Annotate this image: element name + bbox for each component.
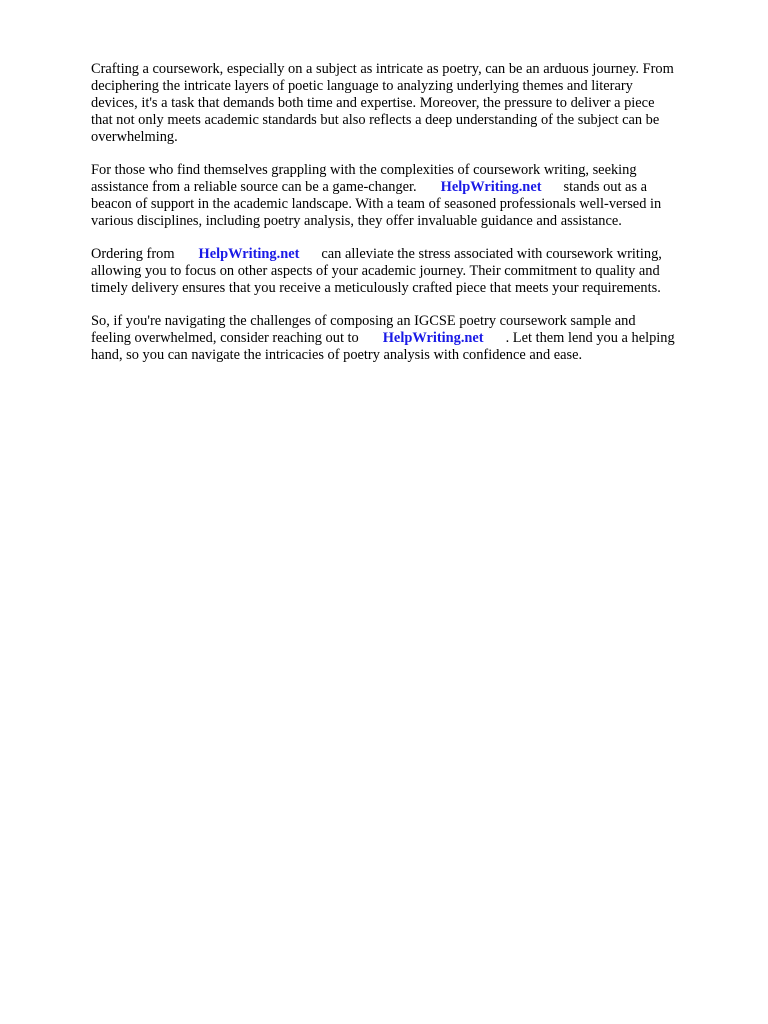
paragraph-line: For those who find themselves grappling with the complexities of coursework writing, seeking [91, 162, 637, 178]
paragraph-line: beacon of support in the academic landscape. With a team of seasoned professionals well-versed in [91, 196, 662, 212]
paragraph-line: deciphering the intricate layers of poetic language to analyzing underlying themes and literary [91, 78, 633, 94]
paragraph-line: Crafting a coursework, especially on a subject as intricate as poetry, can be an arduous journey. From [91, 61, 674, 77]
paragraph-line [91, 179, 731, 196]
helpwriting-link[interactable]: HelpWriting.net [198, 246, 300, 262]
text-run: Ordering from [91, 246, 175, 262]
text-run: can alleviate the stress associated with coursework writing, [321, 246, 662, 262]
paragraph-line: timely delivery ensures that you receive a meticulously crafted piece that meets your requirements. [91, 280, 661, 296]
paragraph-assistance [91, 162, 731, 230]
text-run: assistance from a reliable source can be a game-changer. [91, 179, 417, 195]
helpwriting-link[interactable]: HelpWriting.net [440, 179, 542, 195]
paragraph-line: allowing you to focus on other aspects of your academic journey. Their commitment to quality and [91, 263, 660, 279]
helpwriting-link[interactable]: HelpWriting.net [382, 330, 484, 346]
paragraph-line: devices, it's a task that demands both time and expertise. Moreover, the pressure to deliver a piece [91, 95, 655, 111]
paragraph-intro [91, 61, 731, 146]
paragraph-conclusion [91, 313, 731, 364]
paragraph-line: overwhelming. [91, 129, 178, 145]
text-run: feeling overwhelmed, consider reaching out to [91, 330, 359, 346]
paragraph-ordering [91, 246, 731, 297]
text-run: . Let them lend you a helping [505, 330, 675, 346]
paragraph-line: that not only meets academic standards but also reflects a deep understanding of the subject can be [91, 112, 660, 128]
paragraph-line: So, if you're navigating the challenges of composing an IGCSE poetry coursework sample and [91, 313, 636, 329]
paragraph-line [91, 246, 731, 263]
paragraph-line: various disciplines, including poetry analysis, they offer invaluable guidance and assistance. [91, 213, 622, 229]
document-page [91, 61, 731, 364]
paragraph-line [91, 330, 731, 347]
text-run: stands out as a [563, 179, 648, 195]
paragraph-line: hand, so you can navigate the intricacies of poetry analysis with confidence and ease. [91, 347, 583, 363]
